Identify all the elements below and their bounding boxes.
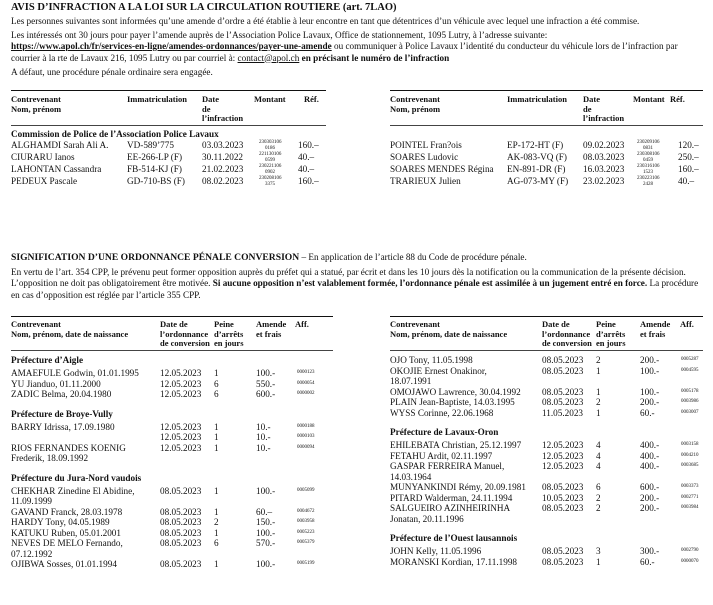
- table-row: [390, 440, 703, 451]
- peine-days: 2: [214, 517, 219, 527]
- contrevenant-name: ZADIC Belma, 20.04.1980: [11, 389, 112, 399]
- reference-number: 0459: [643, 157, 653, 163]
- header-aff: Aff.: [295, 319, 309, 329]
- contrevenant-name: EHILEBATA Christian, 25.12.1997: [390, 440, 522, 450]
- peine-days: 1: [214, 421, 219, 432]
- affaire-number: 0003984: [681, 505, 699, 510]
- peine-days: 4: [596, 450, 601, 461]
- contrevenant-name-cont: 11.09.1999: [11, 496, 53, 506]
- peine-days: 1: [214, 485, 219, 496]
- amende-amount: 200.-: [640, 397, 660, 407]
- contrevenant-name: AMAEFULE Godwin, 01.01.1995: [11, 368, 139, 378]
- avis-right-rows: [390, 140, 703, 188]
- amende-amount: 600.-: [256, 389, 276, 399]
- table-row: [390, 140, 703, 152]
- ordonnance-date: 08.05.2023: [160, 527, 202, 538]
- peine-days: 2: [596, 355, 601, 365]
- contrevenant-name: ALGHAMDI Sarah Ali A.: [11, 140, 109, 150]
- contrevenant-name: BARRY Idrissa, 17.09.1980: [11, 421, 115, 432]
- contrevenant-name: NEVES DE MELO Fernando,: [11, 538, 123, 548]
- contrevenant-name: SOARES MENDES Régina: [390, 164, 494, 174]
- amount: 120.–: [678, 140, 699, 150]
- affaire-number: 0000002: [297, 391, 315, 396]
- ordonnance-date: 08.05.2023: [542, 365, 584, 376]
- table-row: [11, 528, 333, 539]
- amende-amount: 60.-: [640, 407, 655, 418]
- peine-days: 1: [596, 386, 601, 397]
- table-row: [11, 486, 333, 507]
- sig-title: SIGNIFICATION D’UNE ORDONNANCE PÉNALE CONVERSION – En application de l’article 88 du Code de procédure pénale.: [11, 252, 527, 263]
- affaire-number: 0005199: [297, 561, 315, 566]
- affaire-number: 0003373: [681, 484, 699, 489]
- reference-number: 230221106: [259, 164, 282, 169]
- table-row: [390, 482, 703, 493]
- ordonnance-date: 08.05.2023: [542, 355, 584, 365]
- peine-days: 1: [214, 432, 219, 442]
- header-plate: Immatriculation: [507, 94, 567, 104]
- avis-p2a: Les intéressés ont 30 jours pour payer l’amende auprès de l’Association Police Lavaux, Office de stationnement, 1095 Lutry, à l’adresse suivante:: [11, 29, 548, 40]
- ordonnance-date: 12.05.2023: [160, 421, 202, 432]
- prefecture-title: Préfecture du Jura-Nord vaudois: [11, 472, 142, 483]
- avis-paragraph-3: A défaut, une procédure pénale ordinaire sera engagée.: [11, 67, 213, 77]
- prefecture-title: Préfecture de l’Ouest lausannois: [390, 533, 518, 543]
- reference-number: 2428: [643, 181, 653, 187]
- affaire-number: 0004672: [297, 508, 315, 514]
- peine-days: 4: [596, 440, 601, 450]
- amende-amount: 60.-: [640, 556, 655, 567]
- avis-p2b: ou communiquer à Police Lavaux l’identité du conducteur du véhicule lors de l’infraction par courrier à la rte de Lavaux 216, 1095 Lutry ou par courriel à:: [11, 41, 678, 63]
- peine-days: 6: [214, 378, 219, 389]
- peine-days: 2: [596, 397, 601, 407]
- sig-paragraph: En vertu de l’art. 354 CPP, le prévenu peut former opposition auprès du préfet qui a statué, par écrit et dans les 10 jours dès la notification ou la communication de la présente décision. L’opposition ne doit pas obligatoirement être motivée. Si aucune opposition n’est valablement formée, l’ordonnance pénale est assimilée à un jugement entré en force. La procédure en cas d’opposition est réglée par l’article 355 CPP.: [11, 266, 699, 300]
- sig-right-groups: [390, 351, 703, 567]
- table-row: [11, 507, 333, 518]
- sig-left-groups: [11, 355, 333, 570]
- peine-days: 1: [214, 442, 219, 453]
- table-row: [390, 503, 703, 524]
- avis-table-left: [11, 90, 326, 188]
- peine-days: 1: [596, 556, 601, 567]
- affaire-number: 0003958: [297, 519, 315, 524]
- ordonnance-date: 08.05.2023: [160, 559, 202, 569]
- amende-amount: 100.-: [256, 527, 276, 538]
- page: [11, 0, 703, 569]
- affaire-number: 0000103: [297, 434, 315, 439]
- table-row: [11, 559, 333, 570]
- infraction-date: 21.02.2023: [202, 164, 244, 174]
- peine-days: 2: [596, 492, 601, 503]
- plate-number: EE-266-LP (F): [127, 152, 183, 162]
- amount: 160.–: [678, 164, 699, 174]
- reference-number: 1523: [643, 169, 653, 175]
- header-amende: Amende et frais: [256, 319, 287, 339]
- contrevenant-name: SOARES Ludovic: [390, 152, 459, 162]
- affaire-number: 0003685: [681, 463, 699, 468]
- contrevenant-name: OJIBWA Sosses, 01.01.1994: [11, 559, 117, 569]
- ordonnance-date: 08.05.2023: [542, 503, 584, 513]
- peine-days: 1: [596, 365, 601, 376]
- reference-number: 230223106: [637, 176, 660, 181]
- contrevenant-name: JOHN Kelly, 11.05.1996: [390, 546, 482, 556]
- header-name: Contrevenant Nom, prénom, date de naissance: [11, 319, 129, 339]
- avis-title: AVIS D’INFRACTION A LA LOI SUR LA CIRCULATION ROUTIERE (art. 7LAO): [11, 2, 397, 13]
- amende-amount: 100.-: [640, 365, 660, 376]
- ordonnance-date: 08.05.2023: [542, 556, 584, 567]
- plate-number: GD-710-BS (F): [127, 176, 185, 186]
- affaire-number: 0000188: [297, 423, 315, 429]
- table-row: [390, 451, 703, 462]
- peine-days: 1: [214, 527, 219, 538]
- peine-days: 6: [214, 538, 219, 548]
- amende-amount: 200.-: [640, 503, 660, 513]
- amende-amount: 100.-: [256, 559, 276, 569]
- affaire-number: 0005379: [297, 540, 315, 545]
- table-row: [390, 408, 703, 419]
- amende-amount: 570.-: [256, 538, 276, 548]
- table-row: [11, 389, 333, 400]
- peine-days: 1: [596, 407, 601, 418]
- affaire-number: 0000070: [681, 558, 699, 564]
- table-row: [390, 164, 703, 176]
- ordonnance-date: 12.05.2023: [542, 450, 584, 461]
- avis-paragraph-1: Les personnes suivantes sont informées qu’une amende d’ordre a été établie à leur encontre en tant que détentrices d’un véhicule avec lequel une infraction a été commise.: [11, 16, 640, 26]
- plate-number: EP-172-HT (F): [507, 140, 564, 150]
- table-row: [11, 140, 326, 152]
- prefecture-title: Préfecture de Broye-Vully: [11, 408, 113, 419]
- ordonnance-date: 11.05.2023: [542, 407, 584, 418]
- peine-days: 1: [214, 559, 219, 569]
- table-row: [390, 546, 703, 557]
- contrevenant-name-cont: 14.03.1964: [390, 471, 432, 482]
- header-name: Contrevenant Nom, prénom, date de naissance: [390, 319, 508, 339]
- ordonnance-date: 12.05.2023: [160, 389, 202, 399]
- plate-number: AG-073-MY (F): [507, 176, 569, 186]
- contrevenant-name: TRARIEUX Julien: [390, 176, 461, 186]
- contrevenant-name: YU Jianduo, 01.11.2000: [11, 378, 101, 389]
- reference-number: 0902: [265, 169, 275, 175]
- peine-days: 6: [596, 482, 601, 492]
- header-amount: Montant: [254, 94, 286, 104]
- amende-amount: 10.-: [256, 442, 271, 453]
- affaire-number: 0005287: [681, 357, 699, 362]
- table-row: [390, 152, 703, 164]
- peine-days: 3: [596, 546, 601, 556]
- table-row: [390, 387, 703, 398]
- group-title: Commission de Police de l’Association Police Lavaux: [11, 129, 219, 139]
- contrevenant-name-cont: 07.12.1992: [11, 548, 53, 559]
- contrevenant-name: WYSS Corinne, 22.06.1968: [390, 407, 494, 418]
- table-row: [11, 368, 333, 379]
- ordonnance-date: 12.05.2023: [542, 440, 584, 450]
- avis-left-rows: [11, 140, 326, 188]
- amende-amount: 400.-: [640, 440, 660, 450]
- contrevenant-name: OMOJAWO Lawrence, 30.04.1992: [390, 386, 521, 397]
- amount: 40.–: [298, 152, 315, 162]
- header-amount: Montant: [633, 94, 665, 104]
- ordonnance-date: 08.05.2023: [160, 538, 202, 548]
- table-row: [390, 366, 703, 387]
- contrevenant-name: GAVAND Franck, 28.03.1978: [11, 506, 123, 517]
- infraction-date: 23.02.2023: [583, 176, 625, 186]
- amount: 40.–: [298, 164, 315, 174]
- avis-p2c: en précisant le numéro de l’infraction: [299, 52, 450, 63]
- table-row: [11, 443, 333, 464]
- contrevenant-name: RIOS FERNANDES KOENIG: [11, 442, 126, 453]
- contrevenant-name: CHEKHAR Zinedine El Abidine,: [11, 485, 135, 496]
- plate-number: VD-589’775: [127, 140, 174, 150]
- contrevenant-name: OKOJIE Ernest Onakinor,: [390, 365, 487, 376]
- table-row: [11, 379, 333, 390]
- affaire-number: 0000094: [297, 444, 315, 450]
- amende-amount: 100.-: [640, 386, 660, 397]
- table-row: [11, 152, 326, 164]
- ordonnance-date: 08.05.2023: [542, 482, 584, 492]
- ordonnance-date: 12.05.2023: [160, 432, 202, 442]
- peine-days: 2: [596, 503, 601, 513]
- peine-days: 6: [214, 389, 219, 399]
- amende-amount: 200.-: [640, 355, 660, 365]
- peine-days: 4: [596, 461, 601, 471]
- divider: [11, 350, 333, 351]
- contrevenant-name: MORANSKI Kordian, 17.11.1998: [390, 556, 518, 567]
- divider: [390, 90, 703, 91]
- sig-table-header: [11, 320, 333, 350]
- sig-table-left: [11, 316, 333, 570]
- contrevenant-name: PEDEUX Pascale: [11, 176, 78, 186]
- peine-days: 1: [214, 368, 219, 378]
- ordonnance-date: 12.05.2023: [160, 378, 202, 389]
- amount: 40.–: [678, 176, 695, 186]
- plate-number: AK-083-VQ (F): [507, 152, 567, 162]
- contrevenant-name: LAHONTAN Cassandra: [11, 164, 102, 174]
- table-row: [11, 432, 333, 443]
- contrevenant-name-cont: 18.07.1991: [390, 376, 432, 386]
- sig-table-header: [390, 320, 703, 350]
- header-ref: Réf.: [304, 94, 319, 104]
- contrevenant-name-cont: Jonatan, 20.11.1996: [390, 513, 464, 524]
- ordonnance-date: 10.05.2023: [542, 492, 584, 503]
- affaire-number: 0002771: [681, 494, 699, 500]
- contrevenant-name: GASPAR FERREIRA Manuel,: [390, 461, 505, 471]
- infraction-date: 08.03.2023: [583, 152, 625, 162]
- table-row: [390, 176, 703, 188]
- header-peine: Peine d’arrêts en jours: [596, 319, 626, 348]
- reference-number: 0186: [265, 145, 275, 151]
- header-name: Contrevenant Nom, prénom: [390, 94, 441, 114]
- amount: 160.–: [298, 176, 319, 186]
- contrevenant-name: KATUKU Ruben, 05.01.2001: [11, 527, 121, 538]
- affaire-number: 0000123: [297, 370, 315, 375]
- amount: 250.–: [678, 152, 699, 162]
- header-peine: Peine d’arrêts en jours: [214, 319, 244, 348]
- table-row: [390, 493, 703, 504]
- affaire-number: 0005099: [297, 487, 315, 493]
- ordonnance-date: 08.05.2023: [542, 546, 584, 556]
- divider: [11, 90, 326, 91]
- reference-number: 230208106: [259, 176, 282, 181]
- amende-amount: 400.-: [640, 450, 660, 461]
- amende-amount: 300.-: [640, 546, 660, 556]
- ordonnance-date: 12.05.2023: [542, 461, 584, 471]
- amende-amount: 100.-: [256, 485, 276, 496]
- table-row: [11, 422, 333, 433]
- reference-number: 230303106: [259, 140, 282, 145]
- affaire-number: 0005178: [681, 388, 699, 394]
- reference-number: 0599: [265, 157, 275, 163]
- table-row: [11, 538, 333, 559]
- amende-amount: 600.-: [640, 482, 660, 492]
- divider: [390, 316, 703, 317]
- table-row: [390, 557, 703, 568]
- contrevenant-name: FETAHU Ardit, 02.11.1997: [390, 450, 493, 461]
- ordonnance-date: 08.05.2023: [160, 485, 202, 496]
- affaire-number: 0003158: [681, 442, 699, 447]
- infraction-date: 16.03.2023: [583, 164, 625, 174]
- plate-number: EN-891-DR (F): [507, 164, 566, 174]
- reference-number: 230308106: [637, 152, 660, 157]
- prefecture-title: Préfecture de Lavaux-Oron: [390, 427, 499, 437]
- affaire-number: 0003986: [681, 399, 699, 404]
- prefecture-title: Préfecture d’Aigle: [11, 355, 84, 365]
- divider: [11, 316, 333, 317]
- reference-number: 0831: [643, 145, 653, 151]
- contrevenant-name: SALGUEIRO AZINHEIRINHA: [390, 503, 511, 513]
- avis-table-header: [390, 95, 703, 125]
- reference-number: 230316106: [637, 164, 660, 169]
- divider: [11, 125, 326, 126]
- contact-email-link[interactable]: contact@apol.ch: [237, 52, 300, 63]
- table-row: [11, 164, 326, 176]
- amount: 160.–: [298, 140, 319, 150]
- infraction-date: 09.02.2023: [583, 140, 625, 150]
- affaire-number: 0003007: [681, 409, 699, 415]
- header-date: Date de l’infraction: [202, 94, 244, 123]
- contrevenant-name: POINTEL Fran?ois: [390, 140, 462, 150]
- infraction-date: 30.11.2022: [202, 152, 244, 162]
- contrevenant-name: PITARD Walderman, 24.11.1994: [390, 492, 513, 503]
- table-row: [390, 397, 703, 408]
- ordonnance-date: 08.05.2023: [542, 397, 584, 407]
- ordonnance-date: 08.05.2023: [160, 517, 202, 527]
- amende-amount: 60.–: [256, 506, 273, 517]
- header-plate: Immatriculation: [127, 94, 187, 104]
- peine-days: 1: [214, 506, 219, 517]
- header-ref: Réf.: [670, 94, 685, 104]
- affaire-number: 0004210: [681, 452, 699, 458]
- ordonnance-date: 12.05.2023: [160, 368, 202, 378]
- plate-number: FB-514-KJ (F): [127, 164, 182, 174]
- amende-amount: 400.-: [640, 461, 660, 471]
- reference-number: 3375: [265, 181, 275, 187]
- payment-link[interactable]: https://www.apol.ch/fr/services-en-ligne/amendes-ordonnances/payer-une-amende: [11, 41, 332, 51]
- signification-section: [11, 252, 703, 301]
- ordonnance-date: 12.05.2023: [160, 442, 202, 453]
- header-date: Date de l’ordonnance de conversion: [542, 319, 592, 348]
- avis-paragraph-2: [11, 30, 703, 65]
- header-name: Contrevenant Nom, prénom: [11, 94, 62, 114]
- avis-table-right: [390, 90, 703, 188]
- header-date: Date de l’ordonnance de conversion: [160, 319, 210, 348]
- header-aff: Aff.: [680, 319, 694, 329]
- table-row: [11, 517, 333, 528]
- amende-amount: 10.-: [256, 421, 271, 432]
- affaire-number: 0004595: [681, 367, 699, 373]
- table-row: [11, 176, 326, 188]
- reference-number: 221130106: [259, 152, 282, 157]
- amende-amount: 100.-: [256, 368, 276, 378]
- affaire-number: 0000054: [297, 380, 315, 386]
- affaire-number: 0005223: [297, 529, 315, 535]
- ordonnance-date: 08.05.2023: [542, 386, 584, 397]
- contrevenant-name: PLAIN Jean-Baptiste, 14.03.1995: [390, 397, 515, 407]
- sig-table-right: [390, 316, 703, 567]
- infraction-date: 08.02.2023: [202, 176, 244, 186]
- ordonnance-date: 08.05.2023: [160, 506, 202, 517]
- amende-amount: 200.-: [640, 492, 660, 503]
- table-row: [390, 355, 703, 366]
- contrevenant-name: MUNYANKINDI Rémy, 20.09.1981: [390, 482, 526, 492]
- contrevenant-name: HARDY Tony, 04.05.1989: [11, 517, 110, 527]
- contrevenant-name-cont: Frederik, 18.09.1992: [11, 453, 89, 463]
- contrevenant-name: OJO Tony, 11.05.1998: [390, 355, 473, 365]
- reference-number: 230209106: [637, 140, 660, 145]
- amende-amount: 10.-: [256, 432, 271, 442]
- contrevenant-name: CIURARU Ianos: [11, 152, 75, 162]
- infraction-date: 03.03.2023: [202, 140, 244, 150]
- header-date: Date de l’infraction: [583, 94, 625, 123]
- table-row: [390, 461, 703, 482]
- avis-table-header: [11, 95, 326, 125]
- affaire-number: 0002790: [681, 548, 699, 553]
- header-amende: Amende et frais: [640, 319, 671, 339]
- amende-amount: 150.-: [256, 517, 276, 527]
- amende-amount: 550.-: [256, 378, 276, 389]
